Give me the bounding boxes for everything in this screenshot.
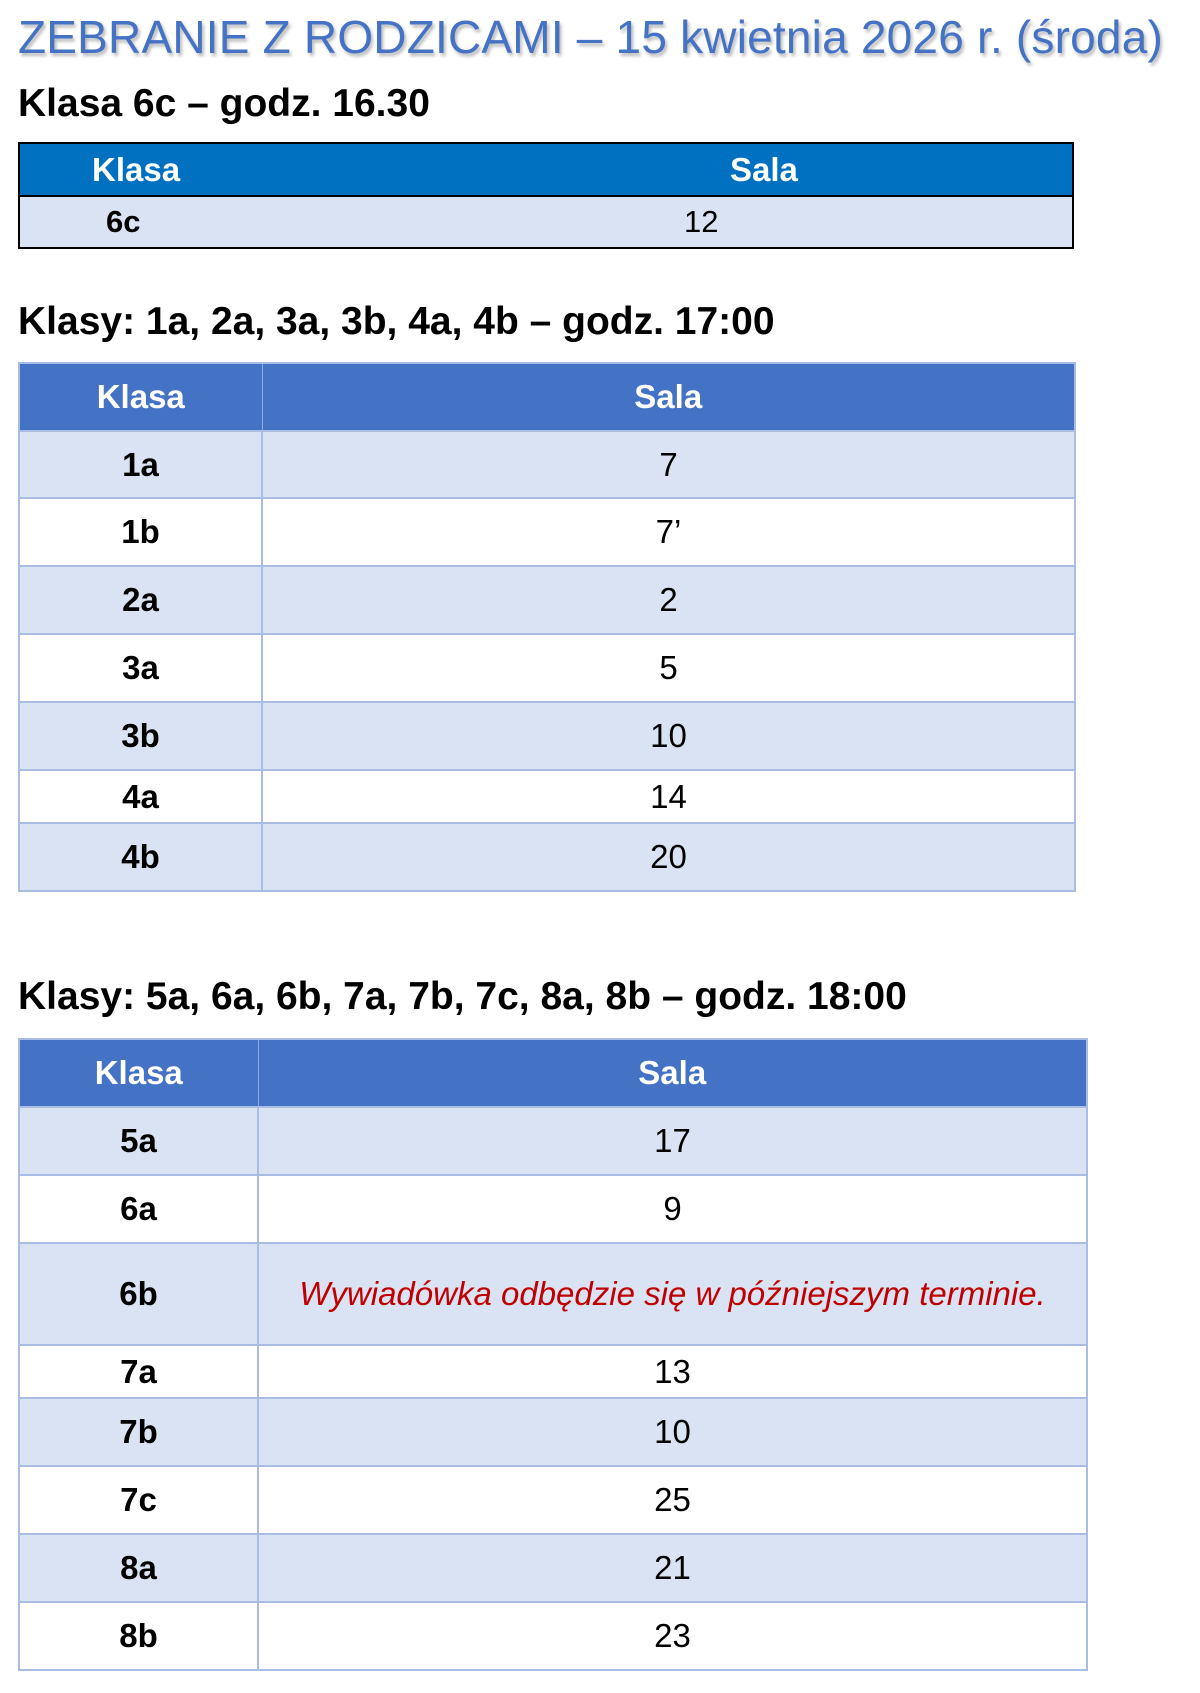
cell-klasa: 5a xyxy=(19,1107,258,1175)
cell-sala: 21 xyxy=(258,1534,1087,1602)
column-header-sala: Sala xyxy=(262,363,1075,431)
cell-sala: 20 xyxy=(262,823,1075,891)
table-row xyxy=(19,634,1075,702)
section-heading-17: Klasy: 1a, 2a, 3a, 3b, 4a, 4b – godz. 17:00 xyxy=(18,300,775,343)
cell-sala: 5 xyxy=(262,634,1075,702)
cell-sala: 7 xyxy=(262,431,1075,498)
table-row xyxy=(19,431,1075,498)
cell-klasa: 4b xyxy=(19,823,262,891)
cell-klasa: 6c xyxy=(19,196,228,248)
table-row xyxy=(19,1175,1087,1243)
cell-sala: 25 xyxy=(258,1466,1087,1534)
table-header-row xyxy=(19,143,1073,196)
cell-klasa: 1b xyxy=(19,498,262,566)
cell-klasa: 3a xyxy=(19,634,262,702)
section-heading-18: Klasy: 5a, 6a, 6b, 7a, 7b, 7c, 8a, 8b – godz. 18:00 xyxy=(18,975,907,1018)
cell-sala: 9 xyxy=(258,1175,1087,1243)
cell-klasa: 8b xyxy=(19,1602,258,1670)
cell-klasa: 6b xyxy=(19,1243,258,1345)
cell-klasa: 7b xyxy=(19,1398,258,1466)
table-row xyxy=(19,1107,1087,1175)
column-header-klasa: Klasa xyxy=(19,363,262,431)
table-row xyxy=(19,498,1075,566)
table-klasa-6c xyxy=(18,142,1074,249)
table-row xyxy=(19,566,1075,634)
cell-sala: 7’ xyxy=(262,498,1075,566)
cell-sala: 10 xyxy=(258,1398,1087,1466)
table-godz-18 xyxy=(18,1038,1088,1671)
table-row xyxy=(19,1534,1087,1602)
column-header-klasa: Klasa xyxy=(19,1039,258,1107)
table-row xyxy=(19,823,1075,891)
cell-sala: 23 xyxy=(258,1602,1087,1670)
table-godz-17 xyxy=(18,362,1076,892)
column-header-sala: Sala xyxy=(258,1039,1087,1107)
column-header-klasa: Klasa xyxy=(19,143,228,196)
cell-klasa: 7c xyxy=(19,1466,258,1534)
table-header-row xyxy=(19,1039,1087,1107)
cell-klasa: 7a xyxy=(19,1345,258,1398)
cell-sala: 12 xyxy=(228,196,1073,248)
cell-klasa: 3b xyxy=(19,702,262,770)
cell-sala: 2 xyxy=(262,566,1075,634)
table-row xyxy=(19,1466,1087,1534)
cell-klasa: 6a xyxy=(19,1175,258,1243)
page-title: ZEBRANIE Z RODZICAMI – 15 kwietnia 2026 r. (środa) xyxy=(18,11,1164,63)
table-row xyxy=(19,1243,1087,1345)
cell-sala: 10 xyxy=(262,702,1075,770)
cell-klasa: 8a xyxy=(19,1534,258,1602)
postponed-note: Wywiadówka odbędzie się w późniejszym terminie. xyxy=(258,1243,1087,1345)
cell-klasa: 2a xyxy=(19,566,262,634)
table-row xyxy=(19,1345,1087,1398)
section-heading-6c: Klasa 6c – godz. 16.30 xyxy=(18,82,430,125)
table-row xyxy=(19,1398,1087,1466)
cell-sala: 14 xyxy=(262,770,1075,823)
table-row xyxy=(19,770,1075,823)
cell-klasa: 4a xyxy=(19,770,262,823)
cell-klasa: 1a xyxy=(19,431,262,498)
cell-sala: 13 xyxy=(258,1345,1087,1398)
table-row xyxy=(19,196,1073,248)
table-row xyxy=(19,1602,1087,1670)
column-header-sala: Sala xyxy=(228,143,1073,196)
table-header-row xyxy=(19,363,1075,431)
cell-sala: 17 xyxy=(258,1107,1087,1175)
table-row xyxy=(19,702,1075,770)
